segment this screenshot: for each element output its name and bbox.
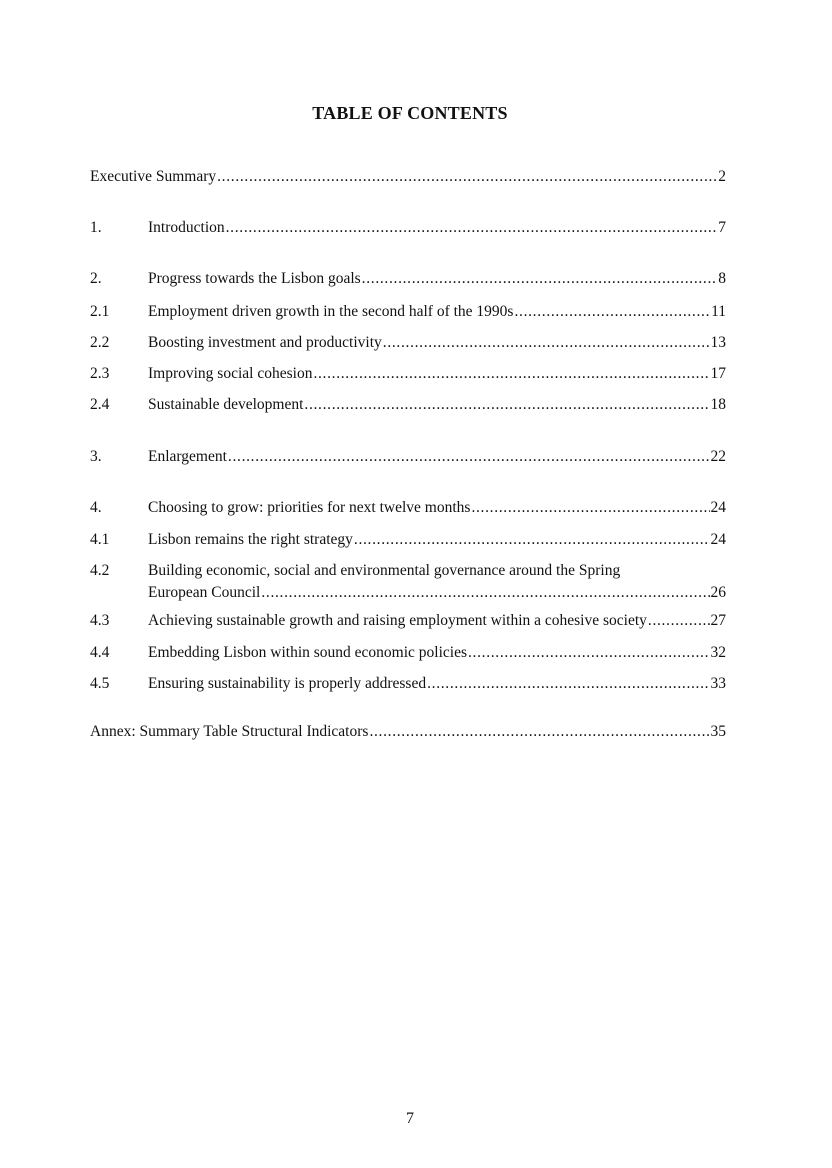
toc-entry-number: 2. <box>90 270 102 287</box>
toc-entry-2-3[interactable] <box>90 363 726 385</box>
toc-entry-page: 35 <box>710 723 726 740</box>
toc-leader-dots <box>261 582 709 604</box>
toc-entry-page: 7 <box>718 219 726 236</box>
toc-leader-dots <box>369 721 709 743</box>
toc-leader-dots <box>468 642 710 664</box>
toc-entry-text: Progress towards the Lisbon goals <box>148 270 361 287</box>
toc-entry-number: 4.3 <box>90 612 110 629</box>
toc-leader-dots <box>648 610 710 632</box>
toc-entry-page: 17 <box>710 365 726 382</box>
toc-title: TABLE OF CONTENTS <box>312 103 508 123</box>
toc-entry-text: Annex: Summary Table Structural Indicators <box>90 723 369 740</box>
toc-entry-text: Boosting investment and productivity <box>148 334 382 351</box>
toc-entry-page: 22 <box>710 448 726 465</box>
toc-entry-page: 24 <box>710 531 726 548</box>
toc-entry-introduction[interactable] <box>90 217 726 239</box>
toc-entry-executive-summary[interactable] <box>90 166 726 188</box>
toc-entry-text: Achieving sustainable growth and raising employment within a cohesive society <box>148 612 647 629</box>
toc-entry-text: Sustainable development <box>148 396 304 413</box>
toc-entry-4-1[interactable] <box>90 529 726 551</box>
toc-entry-page: 27 <box>710 612 726 629</box>
toc-entry-text: Executive Summary <box>90 168 217 185</box>
toc-entry-choosing-to-grow[interactable] <box>90 497 726 519</box>
toc-entry-page: 11 <box>711 303 726 320</box>
toc-entry-number: 3. <box>90 448 102 465</box>
toc-leader-dots <box>427 673 709 695</box>
toc-entry-text: European Council <box>148 584 261 601</box>
toc-entry-page: 2 <box>718 168 726 185</box>
toc-entry-number: 4.4 <box>90 644 110 661</box>
toc-entry-page: 33 <box>710 675 726 692</box>
toc-entry-text: Enlargement <box>148 448 227 465</box>
toc-entry-text-line1: Building economic, social and environmental governance around the Spring <box>148 562 621 579</box>
toc-entry-number: 2.2 <box>90 334 110 351</box>
toc-entry-number: 4.5 <box>90 675 110 692</box>
toc-entry-4-2[interactable] <box>90 560 726 604</box>
toc-leader-dots <box>304 394 709 416</box>
toc-entry-number: 1. <box>90 219 102 236</box>
toc-entry-number: 4.1 <box>90 531 110 548</box>
toc-entry-text: Embedding Lisbon within sound economic policies <box>148 644 467 661</box>
toc-entry-2-4[interactable] <box>90 394 726 416</box>
toc-entry-page: 32 <box>710 644 726 661</box>
toc-entry-number: 2.1 <box>90 303 110 320</box>
toc-leader-dots <box>313 363 709 385</box>
toc-entry-annex[interactable] <box>90 721 726 743</box>
toc-entry-page: 13 <box>710 334 726 351</box>
toc-leader-dots <box>354 529 710 551</box>
toc-entry-4-5[interactable] <box>90 673 726 695</box>
toc-leader-dots <box>228 446 710 468</box>
toc-entry-number: 2.3 <box>90 365 110 382</box>
toc-entry-number: 2.4 <box>90 396 110 413</box>
toc-entry-text: Choosing to grow: priorities for next twelve months <box>148 499 471 516</box>
toc-leader-dots <box>217 166 717 188</box>
page-number: 7 <box>406 1110 414 1127</box>
toc-entry-number: 4.2 <box>90 562 110 579</box>
toc-entry-2-1[interactable] <box>90 301 726 323</box>
toc-entry-page: 24 <box>710 499 726 516</box>
toc-leader-dots <box>514 301 710 323</box>
toc-leader-dots <box>383 332 710 354</box>
toc-entry-page: 8 <box>718 270 726 287</box>
toc-entry-4-4[interactable] <box>90 642 726 664</box>
toc-entry-text: Improving social cohesion <box>148 365 313 382</box>
toc-entry-text: Ensuring sustainability is properly addressed <box>148 675 427 692</box>
toc-entry-number: 4. <box>90 499 102 516</box>
toc-entry-progress[interactable] <box>90 268 726 290</box>
toc-entry-text: Lisbon remains the right strategy <box>148 531 353 548</box>
toc-leader-dots <box>471 497 709 519</box>
toc-entry-2-2[interactable] <box>90 332 726 354</box>
toc-leader-dots <box>362 268 718 290</box>
toc-entry-text: Employment driven growth in the second half of the 1990s <box>148 303 514 320</box>
toc-entry-text: Introduction <box>148 219 225 236</box>
toc-entry-enlargement[interactable] <box>90 446 726 468</box>
toc-entry-4-3[interactable] <box>90 610 726 632</box>
toc-entry-page: 18 <box>710 396 726 413</box>
toc-entry-page: 26 <box>710 584 726 601</box>
toc-leader-dots <box>226 217 718 239</box>
